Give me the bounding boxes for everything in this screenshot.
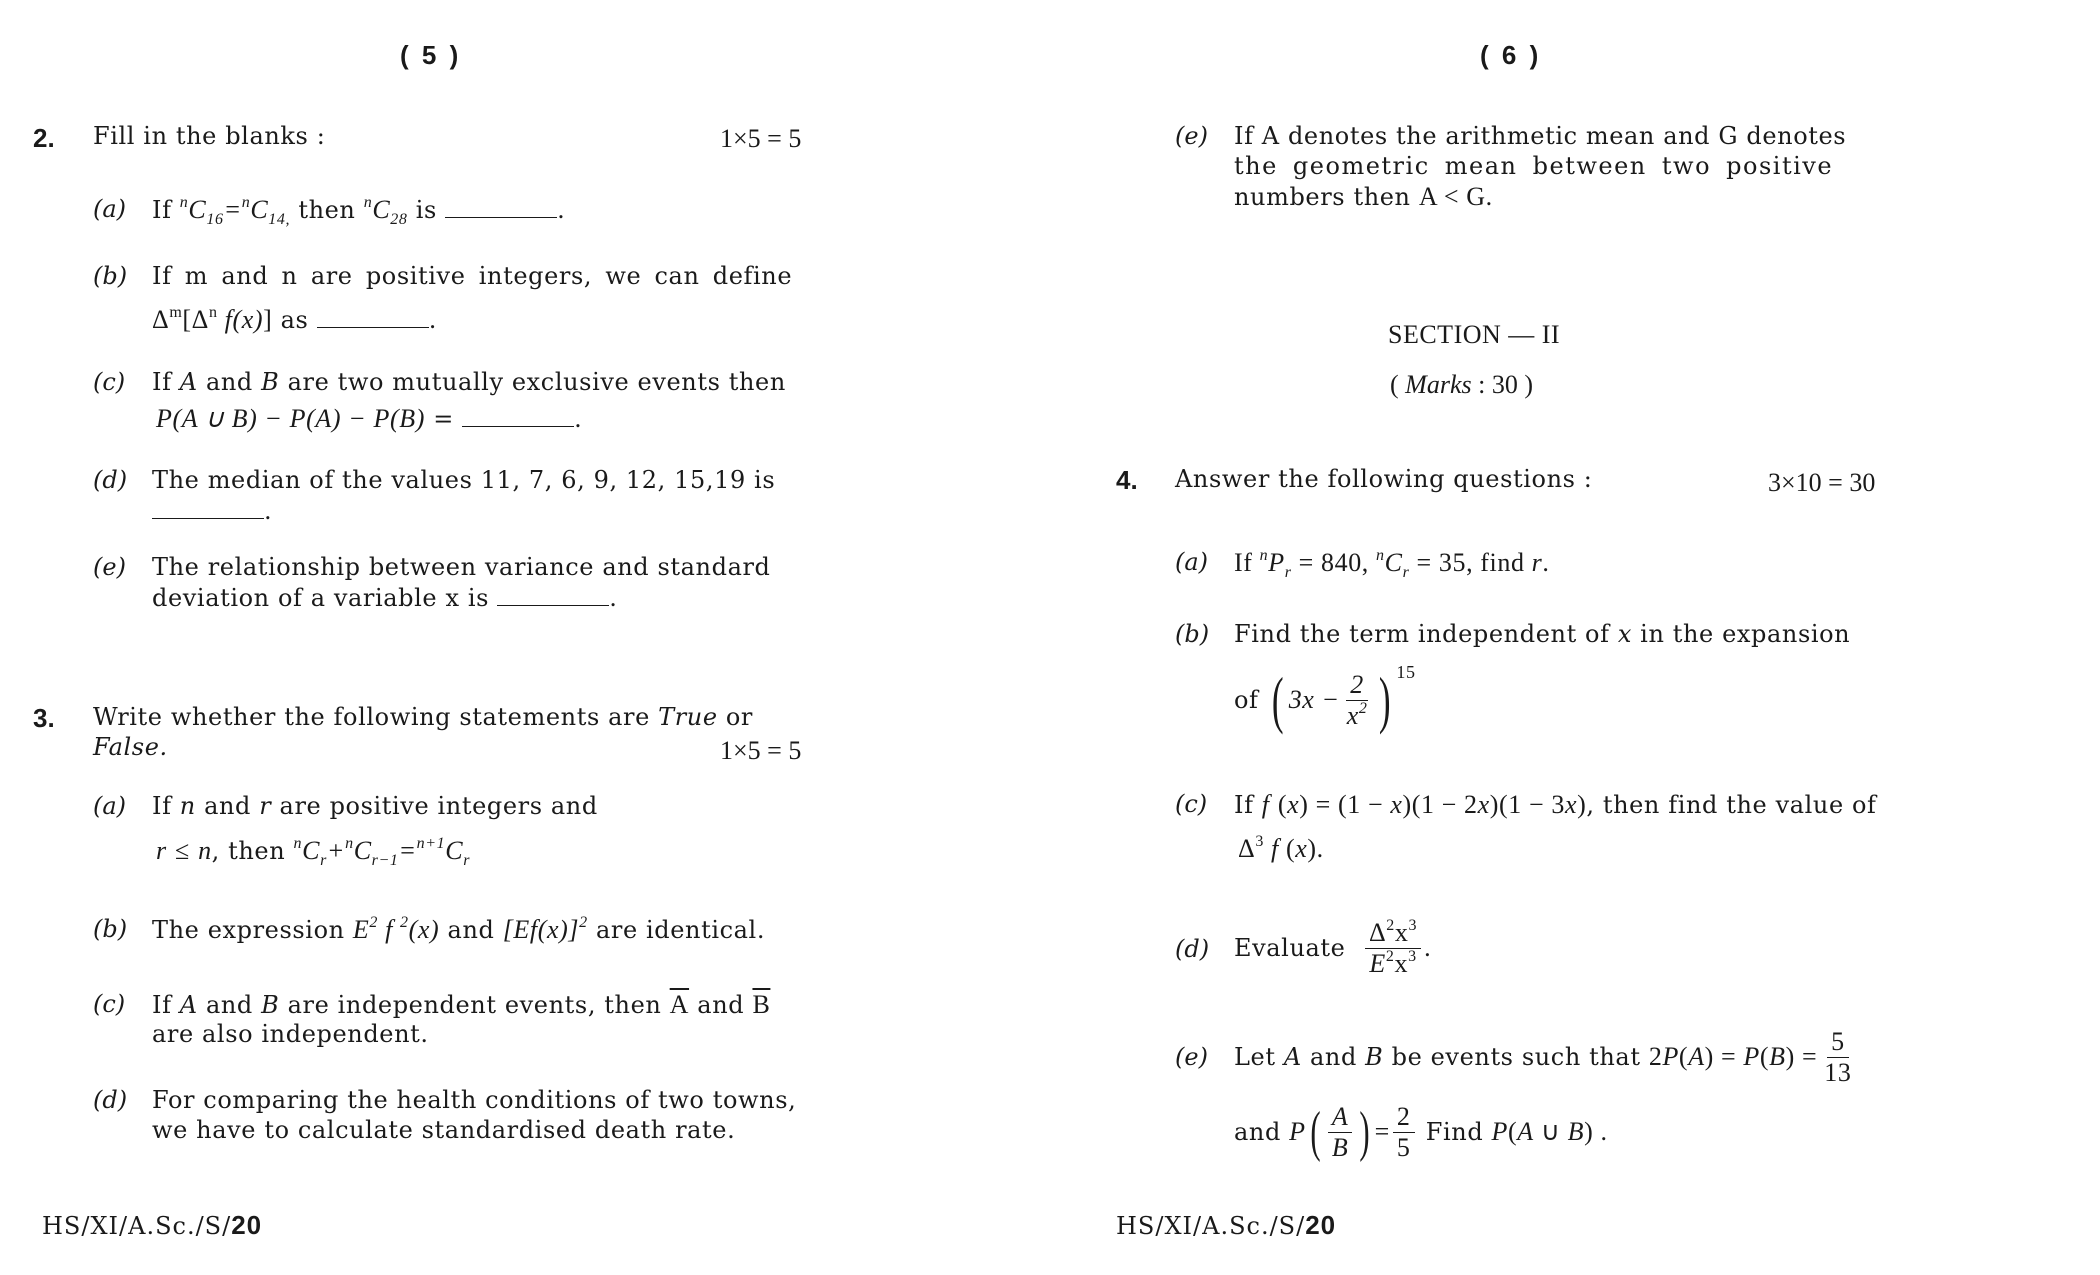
question-marks: 1×5 = 5 xyxy=(720,736,802,765)
item-text: If $^nP_r = 840$, $^nC_r = 35$, find r. xyxy=(1234,547,1550,581)
question-title: False. xyxy=(93,733,168,761)
item-text: The median of the values 11, 7, 6, 9, 12, 15,19 is xyxy=(152,466,776,494)
item-label: (b) xyxy=(1175,620,1210,648)
item-label: (d) xyxy=(93,466,128,494)
item-label: (e) xyxy=(93,553,126,581)
item-text: we have to calculate standardised death rate. xyxy=(152,1116,736,1144)
item-label: (e) xyxy=(1175,1043,1208,1071)
item-text: $\Delta^m[\Delta^n$ f(x)] as . xyxy=(152,304,437,334)
item-text: and P ( $\frac{A}{B}$ ) = $\frac{2}{5}$ Find P (A ∪ B) . xyxy=(1234,1101,1608,1163)
item-text: If f (x) = (1 − x)(1 − 2x)(1 − 3x), then find the value of xyxy=(1234,790,1877,819)
item-label: (c) xyxy=(1175,790,1208,818)
question-number: 4. xyxy=(1116,465,1138,495)
item-label: (b) xyxy=(93,262,128,290)
item-text: If $^nC_{16}=^nC_{14,}$ then $^nC_{28}$ is . xyxy=(152,194,566,228)
item-text: the geometric mean between two positive xyxy=(1234,152,1834,180)
question-title: Fill in the blanks : xyxy=(93,122,326,150)
item-text: Let A and B be events such that 2P(A) = P(B) = $\frac{5}{13}$ xyxy=(1234,1026,1852,1087)
item-text: If A and B are independent events, then $\overline{A}$ and $\overline{B}$ xyxy=(152,990,771,1019)
question-title: Write whether the following statements are True or xyxy=(93,703,754,731)
page-number: ( 6 ) xyxy=(1480,40,1542,70)
item-text: . xyxy=(152,496,272,525)
question-marks: 3×10 = 30 xyxy=(1768,468,1876,497)
item-text: If n and r are positive integers and xyxy=(152,792,598,820)
item-text: P(A ∪ B) − P(A) − P(B) = . xyxy=(156,404,583,433)
item-label: (e) xyxy=(1175,122,1208,150)
item-label: (c) xyxy=(93,990,126,1018)
item-text: For comparing the health conditions of two towns, xyxy=(152,1086,797,1114)
item-text: r ≤ n, then $^nC_r+^nC_{r-1}=^{n+1}C_r$ xyxy=(156,835,471,869)
section-title: SECTION — II xyxy=(1388,320,1561,349)
footer-code: HS/XI/A.Sc./S/20 xyxy=(1116,1210,1337,1240)
item-text: numbers then A < G. xyxy=(1234,182,1493,211)
item-label: (c) xyxy=(93,368,126,396)
item-text: Evaluate $\frac{\Delta^2x^3}{E^2x^3}$ . xyxy=(1234,916,1432,978)
question-marks: 1×5 = 5 xyxy=(720,124,802,153)
item-text: The relationship between variance and standard xyxy=(152,553,771,581)
question-number: 3. xyxy=(33,703,55,733)
item-text: If A and B are two mutually exclusive events then xyxy=(152,368,786,396)
item-text: are also independent. xyxy=(152,1020,429,1048)
item-label: (b) xyxy=(93,915,128,943)
item-text: If A denotes the arithmetic mean and G denotes xyxy=(1234,122,1847,150)
question-title: Answer the following questions : xyxy=(1175,465,1593,493)
section-marks: ( Marks : 30 ) xyxy=(1390,370,1533,399)
item-text: deviation of a variable x is . xyxy=(152,584,618,612)
item-text: Find the term independent of x in the expansion xyxy=(1234,620,1851,648)
item-text: The expression $E^2$ f $^2$(x) and $[Ef(x)]^2$ are identical. xyxy=(152,914,766,944)
item-label: (a) xyxy=(93,792,127,820)
item-label: (a) xyxy=(93,195,127,223)
item-text: $\Delta^3$ f (x). xyxy=(1238,833,1324,863)
item-label: (a) xyxy=(1175,548,1209,576)
footer-code: HS/XI/A.Sc./S/20 xyxy=(42,1210,263,1240)
question-number: 2. xyxy=(33,123,55,153)
page-number: ( 5 ) xyxy=(400,40,462,70)
item-text: If m and n are positive integers, we can define xyxy=(152,262,793,290)
item-label: (d) xyxy=(93,1086,128,1114)
item-text: of ( 3x − $\frac{2}{x^2}$ ) 15 xyxy=(1234,662,1416,735)
item-label: (d) xyxy=(1175,935,1210,963)
